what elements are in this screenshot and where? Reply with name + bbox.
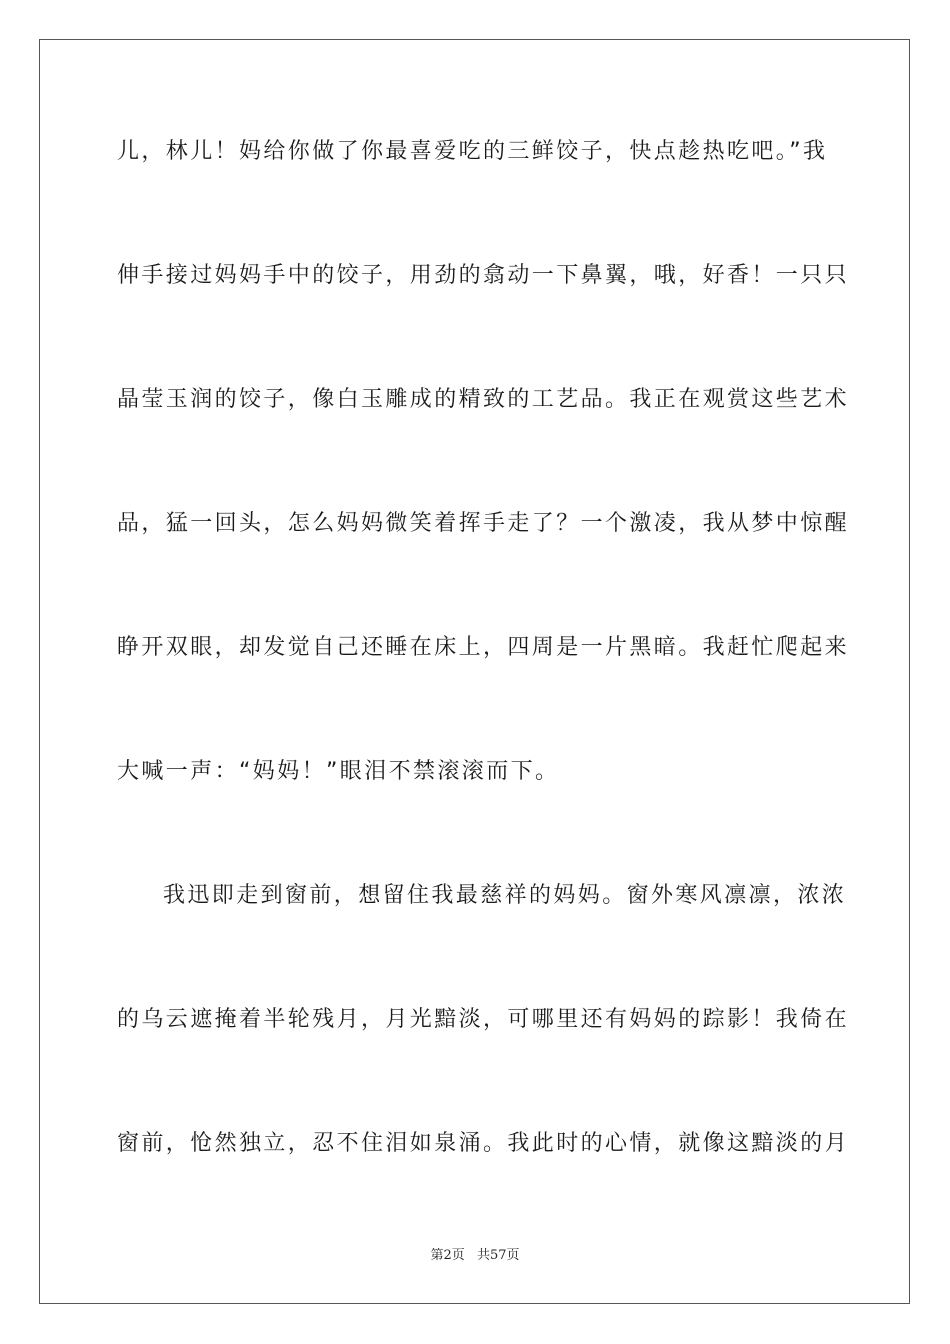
text-line: 晶莹玉润的饺子，像白玉雕成的精致的工艺品。我正在观赏这些艺术 xyxy=(117,387,850,412)
current-page-number: 第2页 xyxy=(430,1248,465,1263)
total-page-count: 共57页 xyxy=(476,1248,520,1263)
paragraph-start-line: 我迅即走到窗前，想留住我最慈祥的妈妈。窗外寒风凛凛，浓浓 xyxy=(163,883,847,908)
text-line: 睁开双眼，却发觉自己还睡在床上，四周是一片黑暗。我赶忙爬起来 xyxy=(117,635,850,660)
text-line: 窗前，怆然独立，忍不住泪如泉涌。我此时的心情，就像这黯淡的月 xyxy=(117,1131,850,1156)
page-footer xyxy=(0,1244,950,1263)
text-line: 伸手接过妈妈手中的饺子，用劲的翕动一下鼻翼，哦，好香！一只只 xyxy=(117,263,850,288)
body-text xyxy=(117,112,850,1228)
text-line: 品，猛一回头，怎么妈妈微笑着挥手走了？一个激凌，我从梦中惊醒 xyxy=(117,511,850,536)
text-line: 的乌云遮掩着半轮残月，月光黯淡，可哪里还有妈妈的踪影！我倚在 xyxy=(117,1007,850,1032)
text-line: 儿，林儿！妈给你做了你最喜爱吃的三鲜饺子，快点趁热吃吧。”我 xyxy=(117,139,828,164)
text-line: 大喊一声：“妈妈！”眼泪不禁滚滚而下。 xyxy=(117,759,560,784)
